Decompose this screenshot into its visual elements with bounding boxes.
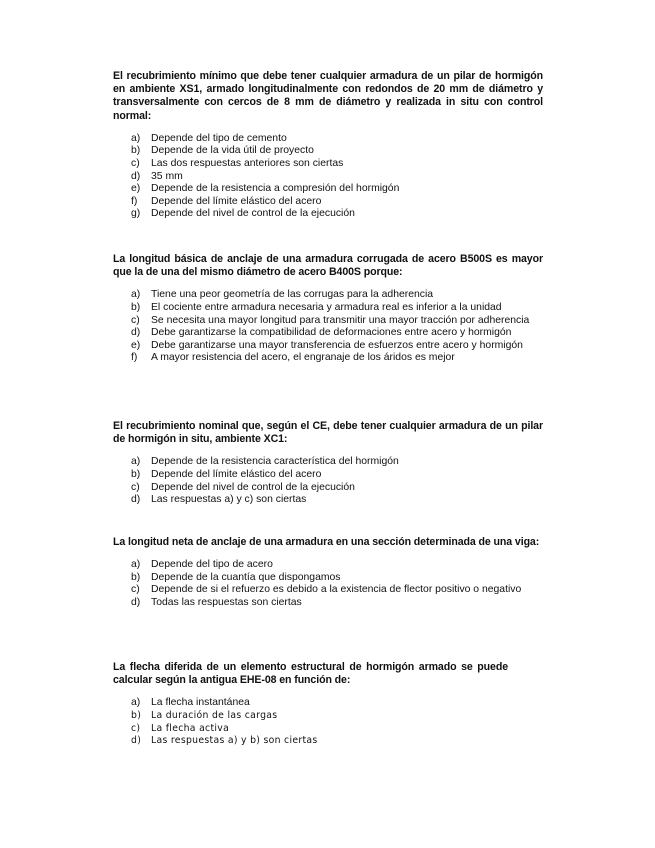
option-text: Depende del límite elástico del acero bbox=[151, 195, 322, 207]
option-text: Las respuestas a) y c) son ciertas bbox=[151, 494, 307, 506]
question-4 bbox=[113, 536, 543, 610]
option-letter: c) bbox=[131, 158, 140, 169]
option-letter: e) bbox=[131, 339, 141, 351]
option-item bbox=[113, 352, 543, 365]
option-letter: b) bbox=[131, 469, 141, 480]
option-list bbox=[113, 456, 543, 506]
option-text: Depende del tipo de cemento bbox=[151, 132, 287, 144]
option-item bbox=[113, 697, 543, 710]
question-2 bbox=[113, 253, 543, 365]
option-text: El cociente entre armadura necesaria y armadura real es inferior a la unidad bbox=[151, 302, 502, 313]
question-text: La longitud básica de anclaje de una armadura corrugada de acero B500S es mayor que la de una del mismo diámetro de acero B400S porque: bbox=[113, 253, 543, 279]
option-letter: d) bbox=[131, 596, 141, 608]
option-letter: a) bbox=[131, 456, 141, 468]
option-letter: c) bbox=[131, 722, 141, 734]
option-text: Depende de la resistencia característica del hormigón bbox=[151, 456, 399, 468]
option-letter: b) bbox=[131, 302, 141, 313]
option-item bbox=[113, 302, 543, 315]
option-text: La flecha instantánea bbox=[151, 697, 250, 709]
option-letter: f) bbox=[131, 352, 138, 364]
option-item bbox=[113, 456, 543, 469]
option-item bbox=[113, 158, 543, 171]
option-text: Las dos respuestas anteriores son ciertas bbox=[151, 158, 344, 169]
option-text: Las respuestas a) y b) son ciertas bbox=[151, 735, 318, 747]
question-text: La longitud neta de anclaje de una armadura en una sección determinada de una viga: bbox=[113, 536, 540, 548]
option-list bbox=[113, 133, 543, 221]
option-letter: d) bbox=[131, 170, 141, 182]
question-1 bbox=[113, 70, 543, 221]
option-item bbox=[113, 469, 543, 482]
question-text: El recubrimiento mínimo que debe tener cualquier armadura de un pilar de hormigón en ambiente XS1, armado longitudinalmente con redondos de 20 mm de diámetro y transversalmente con cercos de 8 mm de diámetro y realizada in situ con control normal: bbox=[113, 70, 543, 122]
option-item bbox=[113, 597, 543, 610]
option-text: La duración de las cargas bbox=[151, 710, 278, 721]
option-letter: a) bbox=[131, 697, 141, 709]
option-letter: f) bbox=[131, 195, 138, 207]
option-item bbox=[113, 723, 543, 736]
option-text: Depende de la resistencia a compresión del hormigón bbox=[151, 183, 400, 195]
option-letter: d) bbox=[131, 494, 141, 506]
option-item bbox=[113, 710, 543, 723]
option-letter: e) bbox=[131, 183, 141, 195]
option-text: Depende del nivel de control de la ejecución bbox=[151, 208, 355, 220]
option-text: Depende de la cuantía que dispongamos bbox=[151, 571, 341, 583]
option-text: Debe garantizarse la compatibilidad de deformaciones entre acero y hormigón bbox=[151, 327, 512, 339]
option-letter: b) bbox=[131, 145, 141, 157]
option-text: Se necesita una mayor longitud para transmitir una mayor tracción por adherencia bbox=[151, 314, 530, 326]
option-text: Todas las respuestas son ciertas bbox=[151, 596, 302, 608]
option-item bbox=[113, 196, 543, 209]
option-text: Depende de si el refuerzo es debido a la existencia de flector positivo o negativo bbox=[151, 584, 522, 596]
option-item bbox=[113, 340, 543, 353]
option-letter: b) bbox=[131, 571, 141, 583]
option-letter: c) bbox=[131, 584, 140, 596]
option-item bbox=[113, 133, 543, 146]
option-item bbox=[113, 289, 543, 302]
option-item bbox=[113, 482, 543, 495]
option-list bbox=[113, 289, 543, 365]
option-letter: d) bbox=[131, 735, 142, 747]
option-text: La flecha activa bbox=[151, 722, 230, 734]
option-letter: g) bbox=[131, 208, 141, 220]
option-item bbox=[113, 559, 543, 572]
question-3 bbox=[113, 420, 543, 507]
option-text: 35 mm bbox=[151, 170, 183, 182]
option-item bbox=[113, 572, 543, 585]
option-text: Debe garantizarse una mayor transferencia de esfuerzos entre acero y hormigón bbox=[151, 339, 523, 351]
option-list bbox=[113, 559, 543, 609]
option-text: Depende de la vida útil de proyecto bbox=[151, 145, 314, 157]
option-item bbox=[113, 584, 543, 597]
option-list bbox=[113, 697, 543, 747]
option-text: Depende del límite elástico del acero bbox=[151, 469, 322, 480]
option-letter: a) bbox=[131, 132, 141, 144]
option-letter: a) bbox=[131, 289, 141, 301]
option-text: A mayor resistencia del acero, el engranaje de los áridos es mejor bbox=[151, 352, 455, 364]
option-text: Depende del tipo de acero bbox=[151, 559, 273, 571]
option-text: Depende del nivel de control de la ejecución bbox=[151, 481, 355, 493]
option-letter: c) bbox=[131, 481, 140, 493]
option-text: Tiene una peor geometría de las corrugas para la adherencia bbox=[151, 289, 434, 301]
option-item bbox=[113, 735, 543, 748]
option-item bbox=[113, 494, 543, 507]
question-text: El recubrimiento nominal que, según el CE, debe tener cualquier armadura de un pilar de hormigón in situ, ambiente XC1: bbox=[113, 420, 543, 446]
option-letter: a) bbox=[131, 559, 141, 571]
option-item bbox=[113, 327, 543, 340]
option-item bbox=[113, 171, 543, 184]
question-5 bbox=[113, 661, 543, 748]
option-letter: d) bbox=[131, 327, 141, 339]
option-item bbox=[113, 315, 543, 328]
question-text: La flecha diferida de un elemento estructural de hormigón armado se puede calcular según la antigua EHE-08 en función de: bbox=[113, 661, 508, 687]
option-item bbox=[113, 145, 543, 158]
option-item bbox=[113, 183, 543, 196]
option-letter: b) bbox=[131, 710, 142, 721]
option-item bbox=[113, 208, 543, 221]
option-letter: c) bbox=[131, 314, 140, 326]
